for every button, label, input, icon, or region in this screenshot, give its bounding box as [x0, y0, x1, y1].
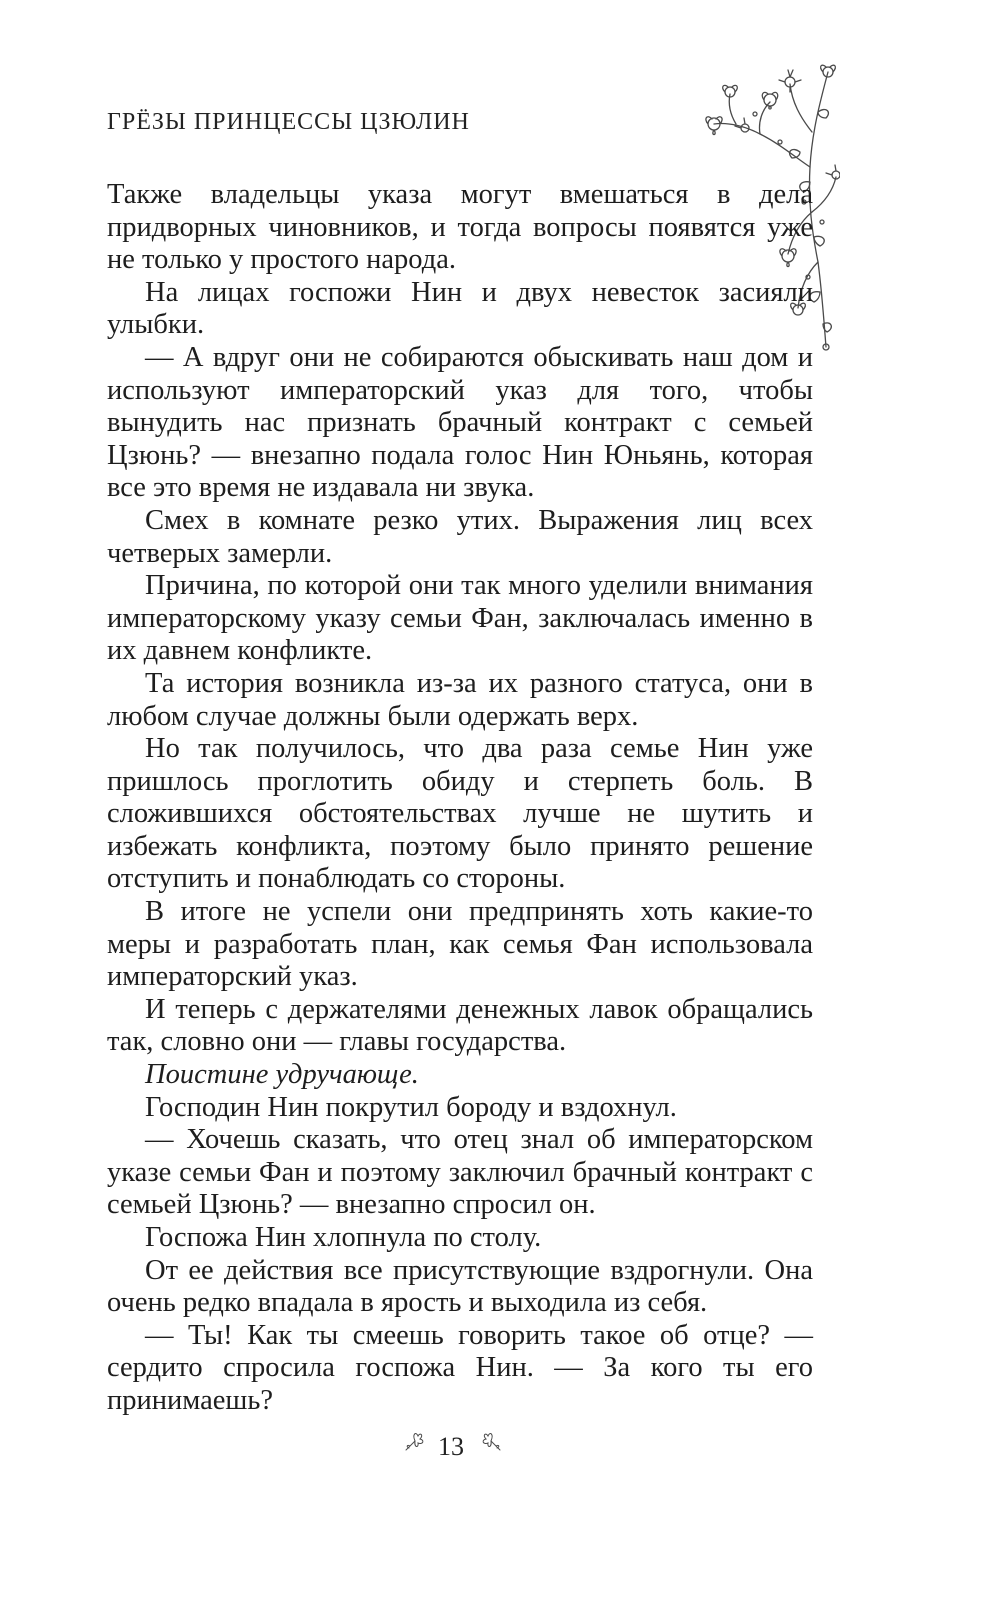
paragraph: — Ты! Как ты смеешь говорить такое об отце? — сердито спросила госпожа Нин. — За кого ты его принимаешь?: [107, 1319, 813, 1416]
paragraph: Но так получилось, что два раза семье Нин уже пришлось проглотить обиду и стерпеть боль. В сложившихся обстоятельствах лучше не шутить и избежать конфликта, поэтому было принято решение отступить и понаблюдать со стороны.: [107, 733, 813, 895]
paragraph: — А вдруг они не собираются обыскивать наш дом и используют императорский указ для того, чтобы вынудить нас признать брачный контракт с семьей Цзюнь? — внезапно подала голос Нин Юньянь, которая все это время не издавала ни звука.: [107, 341, 813, 504]
paragraph: Та история возникла из-за их разного статуса, они в любом случае должны были одержать верх.: [107, 667, 813, 732]
page-footer: [0, 1428, 991, 1468]
paragraph: Господин Нин покрутил бороду и вздохнул.: [145, 1091, 677, 1123]
small-flower-icon: [478, 1428, 504, 1454]
paragraph: Также владельцы указа могут вмешаться в дела придворных чиновников, и тогда вопросы появятся уже не только у простого народа.: [107, 179, 813, 276]
running-head: ГРЁЗЫ ПРИНЦЕССЫ ЦЗЮЛИН: [107, 109, 470, 135]
paragraph: Госпожа Нин хлопнула по столу.: [145, 1222, 542, 1253]
page-number: 13: [438, 1432, 464, 1461]
paragraph: Смех в комнате резко утих. Выражения лиц всех четверых замерли.: [107, 504, 813, 569]
paragraph: — Хочешь сказать, что отец знал об императорском указе семьи Фан и поэтому заключил брачный контракт с семьей Цзюнь? — внезапно спросил он.: [107, 1124, 813, 1221]
paragraph: В итоге не успели они предпринять хоть какие-то меры и разработать план, как семья Фан использовала императорский указ.: [107, 896, 813, 993]
paragraph: От ее действия все присутствующие вздрогнули. Она очень редко впадала в ярость и выходила из себя.: [107, 1254, 813, 1319]
paragraph: На лицах госпожи Нин и двух невесток засияли улыбки.: [107, 276, 813, 341]
paragraph: Причина, по которой они так много уделили внимания императорскому указу семьи Фан, заключалась именно в их давнем конфликте.: [107, 570, 813, 667]
paragraph-italic: Поистине удручающе.: [145, 1059, 419, 1091]
paragraph: И теперь с держателями денежных лавок обращались так, словно они — главы государства.: [107, 993, 813, 1058]
body-text: [107, 179, 813, 1418]
